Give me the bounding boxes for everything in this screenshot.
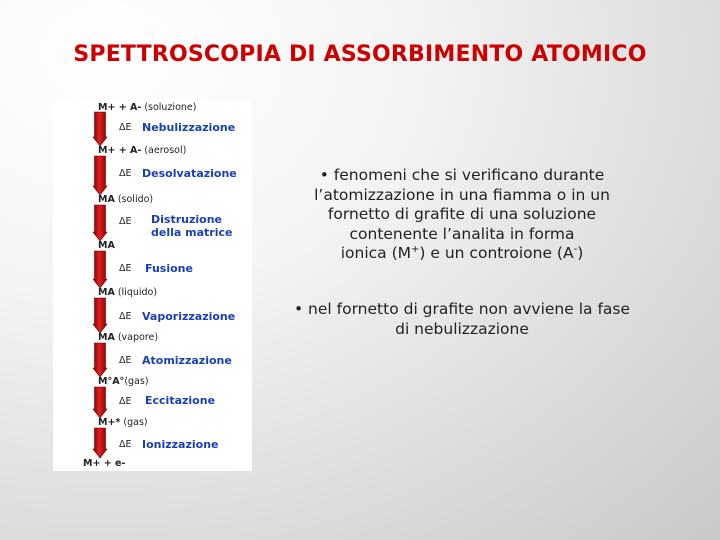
step-distruzione-matrice: Distruzione della matrice [151,213,233,239]
process-arrow-1 [93,112,107,146]
delta-e-label: ΔE [119,311,132,322]
species-label: M+ + e- [83,458,126,469]
atomization-process-diagram [53,100,252,471]
process-arrow-3 [93,205,107,241]
step-ionizzazione: Ionizzazione [142,438,219,451]
delta-e-label: ΔE [119,355,132,366]
process-arrow-2 [93,156,107,195]
delta-e-label: ΔE [119,263,132,274]
species-label: M+ + A- (aerosol) [98,145,187,156]
species-label: MA [98,240,115,251]
step-atomizzazione: Atomizzazione [142,354,232,367]
process-arrow-8 [93,428,107,458]
species-label: MA (vapore) [98,332,159,343]
process-arrow-4 [93,251,107,288]
species-label: MA (solido) [98,194,154,205]
process-arrow-6 [93,343,107,377]
bullet-icon: • [293,300,304,318]
step-fusione: Fusione [145,262,193,275]
process-arrow-5 [93,298,107,333]
slide-title: SPETTROSCOPIA DI ASSORBIMENTO ATOMICO [73,42,647,67]
step-eccitazione: Eccitazione [145,394,216,407]
species-label: M°A°(gas) [98,376,149,387]
bullet-icon: • [319,166,329,184]
delta-e-label: ΔE [119,168,132,179]
step-vaporizzazione: Vaporizzazione [142,310,236,323]
species-label: M+ + A- (soluzione) [98,102,197,113]
delta-e-label: ΔE [119,396,132,407]
species-label: M+* (gas) [98,417,148,428]
bullet-atomization-phenomena: • fenomeni che si verificano durante l’atomizzazione in una fiamma o in un fornetto di grafite di una soluzione contenente l’analita in forma ionica (M+) e un controione (A-) [314,166,610,262]
delta-e-label: ΔE [119,216,132,227]
process-arrow-7 [93,387,107,418]
bullet-graphite-furnace: • nel fornetto di grafite non avviene la fase di nebulizzazione [293,300,631,338]
species-label: MA (liquido) [98,287,158,298]
step-nebulizzazione: Nebulizzazione [142,121,236,134]
delta-e-label: ΔE [119,439,132,450]
step-desolvatazione: Desolvatazione [142,167,237,180]
delta-e-label: ΔE [119,122,132,133]
